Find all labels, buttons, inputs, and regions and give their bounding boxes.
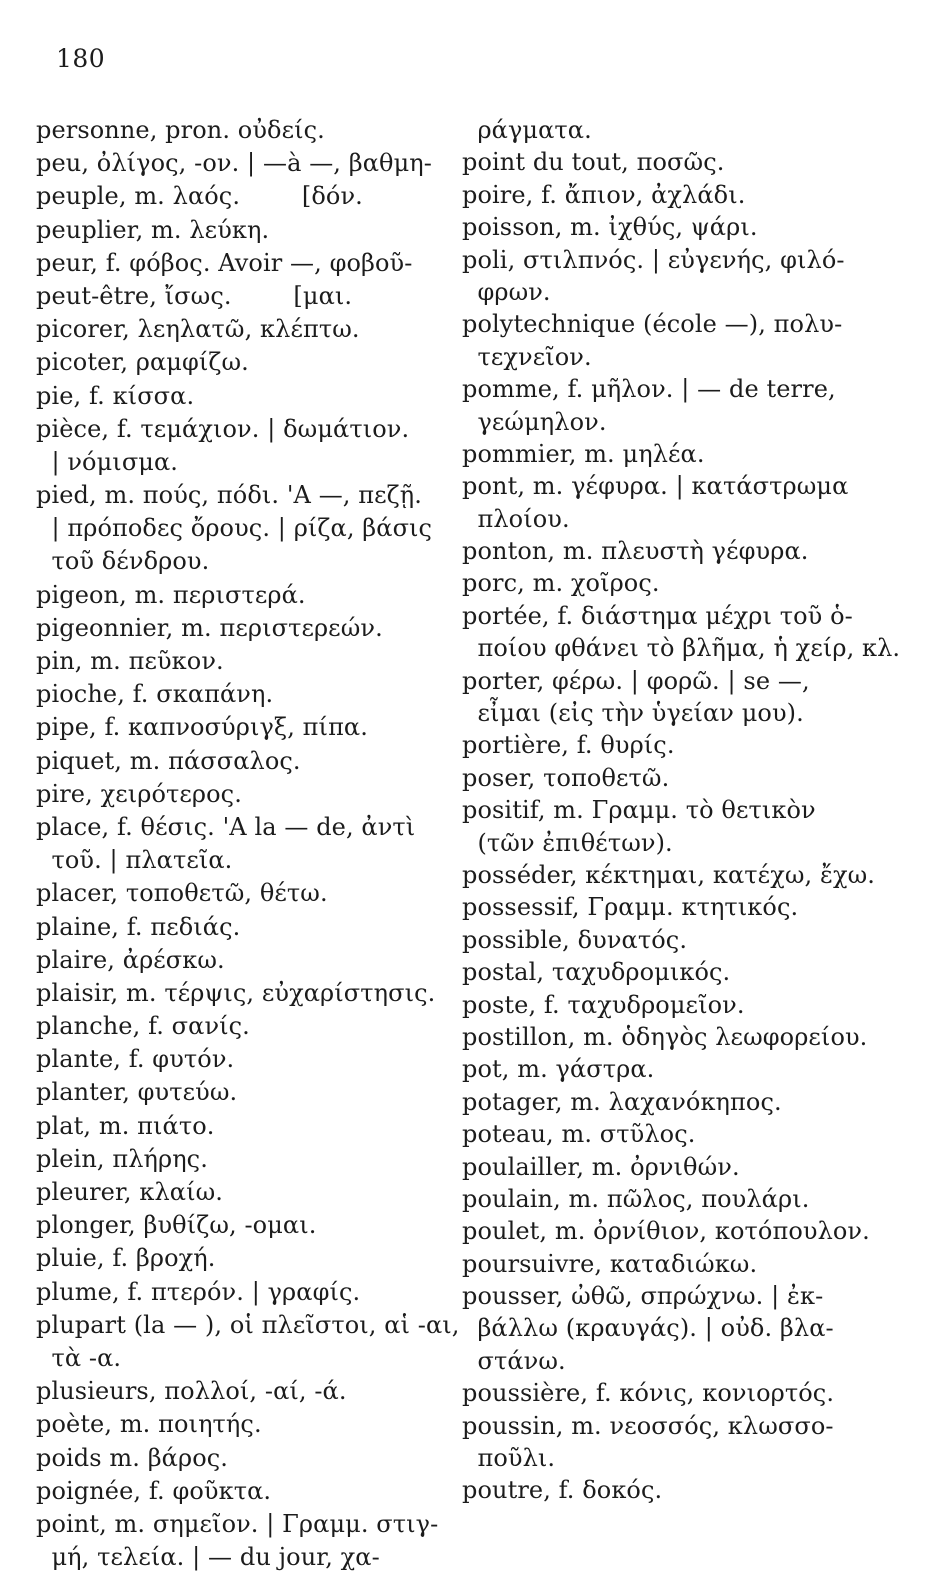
dictionary-line: τὰ -α. (36, 1343, 122, 1372)
dictionary-line: pire, χειρότερος. (36, 779, 242, 808)
dictionary-line: polytechnique (école —), πολυ- (462, 310, 843, 339)
dictionary-line: poste, f. ταχυδρομεῖον. (462, 990, 745, 1019)
dictionary-line: pommier, m. μηλέα. (462, 439, 705, 468)
dictionary-line: planter, φυτεύω. (36, 1078, 238, 1107)
dictionary-line: poser, τοποθετῶ. (462, 763, 670, 792)
dictionary-line: poursuivre, καταδιώκω. (462, 1249, 758, 1278)
dictionary-line: pioche, f. σκαπάνη. (36, 680, 274, 709)
dictionary-line: τοῦ. | πλατεῖα. (36, 846, 233, 875)
dictionary-line: τοῦ δένδρου. (36, 547, 210, 576)
dictionary-line: plaire, ἀρέσκω. (36, 945, 225, 974)
dictionary-line: pousser, ὠθῶ, σπρώχνω. | ἐκ- (462, 1282, 824, 1311)
dictionary-line: plante, f. φυτόν. (36, 1045, 235, 1074)
dictionary-line: plonger, βυθίζω, -ομαι. (36, 1211, 317, 1240)
dictionary-line: poutre, f. δοκός. (462, 1476, 663, 1505)
dictionary-line: plaine, f. πεδιάς. (36, 912, 241, 941)
dictionary-line: poire, f. ἄπιον, ἀχλάδι. (462, 180, 746, 209)
dictionary-line: | πρόποδες ὄρους. | ρίζα, βάσις (36, 514, 433, 543)
dictionary-line: plusieurs, πολλοί, -αί, -ά. (36, 1377, 347, 1406)
dictionary-line: picoter, ραμφίζω. (36, 348, 249, 377)
dictionary-line: μή, τελεία. | — du jour, χα- (36, 1543, 380, 1572)
dictionary-line: poulain, m. πῶλος, πουλάρι. (462, 1184, 810, 1213)
dictionary-line: picorer, λεηλατῶ, κλέπτω. (36, 315, 360, 344)
dictionary-line: possessif, Γραμμ. κτητικός. (462, 893, 799, 922)
dictionary-line: plein, πλήρης. (36, 1144, 208, 1173)
dictionary-line: posséder, κέκτημαι, κατέχω, ἔχω. (462, 860, 875, 889)
dictionary-line: pipe, f. καπνοσύριγξ, πίπα. (36, 713, 368, 742)
dictionary-line: εἶμαι (εἰς τὴν ὑγείαν μου). (462, 699, 804, 728)
dictionary-line: peuple, m. λαός. [δόν. (36, 182, 363, 211)
right-column (462, 114, 902, 1507)
dictionary-line: pied, m. πούς, πόδι. 'A —, πεζῇ. (36, 481, 422, 510)
page-number: 180 (56, 44, 106, 73)
dictionary-line: πλοίου. (462, 504, 570, 533)
dictionary-line: pin, m. πεῦκον. (36, 647, 224, 675)
dictionary-line: pont, m. γέφυρα. | κατάστρωμα (462, 472, 849, 501)
dictionary-line: poteau, m. στῦλος. (462, 1120, 696, 1149)
dictionary-line: poussière, f. κόνις, κονιορτός. (462, 1379, 835, 1408)
dictionary-line: point, m. σημεῖον. | Γραμμ. στιγ- (36, 1509, 439, 1538)
dictionary-line: ποῦλι. (462, 1444, 556, 1473)
dictionary-line: plat, m. πιάτο. (36, 1111, 215, 1140)
dictionary-line: ράγματα. (462, 116, 592, 144)
dictionary-line: pleurer, κλαίω. (36, 1178, 223, 1206)
dictionary-line: peuplier, m. λεύκη. (36, 215, 270, 244)
dictionary-line: porc, m. χοῖρος. (462, 569, 660, 598)
dictionary-line: τεχνεῖον. (462, 342, 592, 371)
dictionary-line: poète, m. ποιητής. (36, 1410, 262, 1439)
dictionary-line: γεώμηλον. (462, 407, 607, 436)
dictionary-line: point du tout, ποσῶς. (462, 148, 725, 177)
dictionary-line: poisson, m. ἰχθύς, ψάρι. (462, 213, 758, 242)
dictionary-line: postillon, m. ὁδηγὸς λεωφορείου. (462, 1022, 868, 1051)
dictionary-line: poli, στιλπνός. | εὐγενής, φιλό- (462, 245, 845, 274)
dictionary-line: plume, f. πτερόν. | γραφίς. (36, 1277, 361, 1306)
dictionary-line: plupart (la — ), οἱ πλεῖστοι, αἱ -αι, (36, 1310, 460, 1339)
dictionary-line: poulailler, m. ὀρνιθών. (462, 1152, 740, 1181)
dictionary-line: pigeon, m. περιστερά. (36, 580, 306, 609)
dictionary-line: piquet, m. πάσσαλος. (36, 746, 301, 775)
dictionary-line: porter, φέρω. | φορῶ. | se —, (462, 666, 810, 695)
dictionary-line: poignée, f. φοῦκτα. (36, 1476, 272, 1505)
dictionary-line: peu, ὀλίγος, -ον. | —à —, βαθμη- (36, 149, 432, 178)
dictionary-line: | νόμισμα. (36, 447, 179, 476)
dictionary-line: pièce, f. τεμάχιον. | δωμάτιον. (36, 414, 410, 443)
dictionary-line: planche, f. σανίς. (36, 1012, 250, 1041)
dictionary-line: φρων. (462, 277, 551, 306)
dictionary-line: portée, f. διάστημα μέχρι τοῦ ὁ- (462, 601, 853, 630)
left-column (36, 114, 460, 1574)
dictionary-line: postal, ταχυδρομικός. (462, 958, 731, 987)
dictionary-line: poulet, m. ὀρνίθιον, κοτόπουλον. (462, 1217, 870, 1246)
dictionary-line: pigeonnier, m. περιστερεών. (36, 613, 383, 642)
dictionary-line: pie, f. κίσσα. (36, 381, 195, 410)
dictionary-line: pomme, f. μῆλον. | — de terre, (462, 375, 836, 404)
dictionary-line: possible, δυνατός. (462, 925, 688, 954)
dictionary-line: (τῶν ἐπιθέτων). (462, 828, 673, 857)
dictionary-line: στάνω. (462, 1346, 566, 1375)
dictionary-line: personne, pron. οὐδείς. (36, 116, 325, 144)
dictionary-line: ponton, m. πλευστὴ γέφυρα. (462, 537, 809, 566)
dictionary-line: place, f. θέσις. 'A la — de, ἀντὶ (36, 812, 416, 841)
dictionary-line: peur, f. φόβος. Avoir —, φοβοῦ- (36, 248, 413, 277)
dictionary-line: positif, m. Γραμμ. τὸ θετικὸν (462, 796, 816, 825)
dictionary-line: poids m. βάρος. (36, 1443, 229, 1472)
dictionary-line: ποίου φθάνει τὸ βλῆμα, ἡ χείρ, κλ. (462, 634, 901, 663)
dictionary-line: placer, τοποθετῶ, θέτω. (36, 879, 328, 908)
dictionary-line: pot, m. γάστρα. (462, 1055, 655, 1084)
dictionary-line: poussin, m. νεοσσός, κλωσσο- (462, 1411, 834, 1440)
dictionary-line: peut-être, ἴσως. [μαι. (36, 281, 353, 310)
dictionary-line: pluie, f. βροχή. (36, 1244, 216, 1273)
dictionary-line: portière, f. θυρίς. (462, 731, 675, 760)
dictionary-line: potager, m. λαχανόκηπος. (462, 1087, 782, 1116)
dictionary-line: βάλλω (κραυγάς). | οὐδ. βλα- (462, 1314, 834, 1343)
dictionary-line: plaisir, m. τέρψις, εὐχαρίστησις. (36, 978, 436, 1007)
